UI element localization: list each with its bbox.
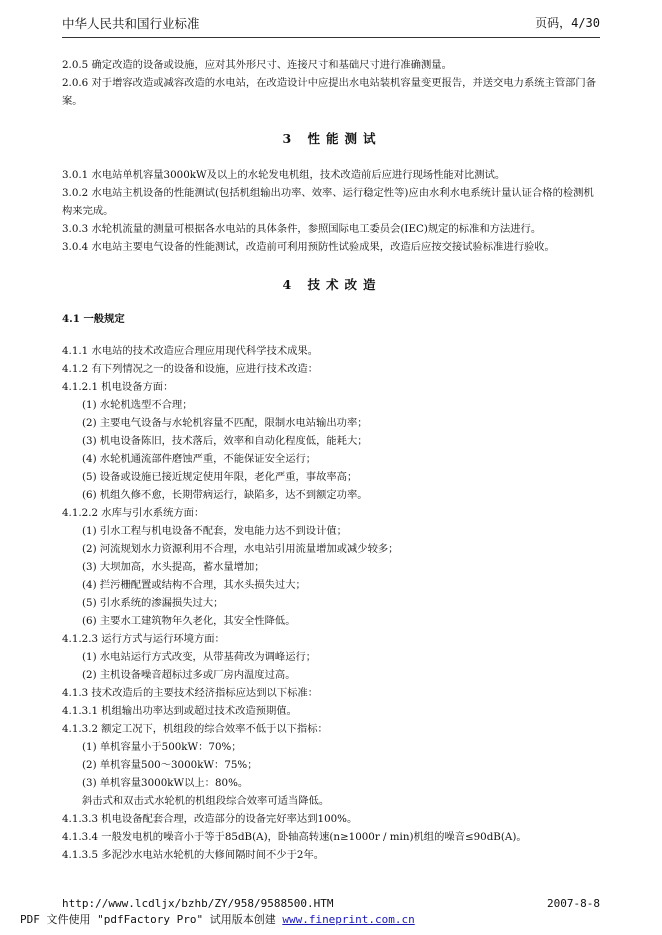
pdf-notice bbox=[20, 911, 415, 927]
list-item: (4) 水轮机通流部件磨蚀严重，不能保证安全运行； bbox=[82, 453, 317, 465]
list-item: (2) 主要电气设备与水轮机容量不匹配，限制水电站输出功率； bbox=[82, 417, 368, 429]
list-item: 4.1.2.3 运行方式与运行环境方面： bbox=[62, 633, 225, 645]
page-header bbox=[62, 14, 600, 34]
page-number: 页码，4/30 bbox=[535, 16, 600, 30]
list-item: 斜击式和双击式水轮机的机组段综合效率可适当降低。 bbox=[82, 795, 330, 807]
list-item: (5) 引水系统的渗漏损失过大； bbox=[82, 597, 224, 609]
section-3-heading: 3 性能测试 bbox=[282, 131, 382, 146]
list-item: 4.1.3.4 一般发电机的噪音小于等于85dB(A)，卧轴高转速(n≥1000r / min)机组的噪音≤90dB(A)。 bbox=[62, 831, 527, 843]
list-item: 4.1.2.2 水库与引水系统方面： bbox=[62, 507, 205, 519]
list-item: 4.1.2 有下列情况之一的设备和设施，应进行技术改造： bbox=[62, 363, 319, 375]
section-4-heading: 4 技术改造 bbox=[282, 277, 382, 292]
clause-3-0-3: 3.0.3 水轮机流量的测量可根据各水电站的具体条件，参照国际电工委员会(IEC)规定的标准和方法进行。 bbox=[62, 223, 542, 235]
clause-2-0-5: 2.0.5 确定改造的设备或设施，应对其外形尺寸、连接尺寸和基础尺寸进行准确测量。 bbox=[62, 59, 452, 71]
list-item: 4.1.2.1 机电设备方面： bbox=[62, 381, 174, 393]
pdf-notice-link[interactable]: www.fineprint.com.cn bbox=[282, 913, 415, 926]
clause-2-0-6: 2.0.6 对于增容改造或减容改造的水电站，在改造设计中应提出水电站装机容量变更报告，并送交电力系统主管部门备案。 bbox=[62, 77, 597, 107]
subsection-4-1-heading: 4.1 一般规定 bbox=[62, 313, 125, 325]
list-item: 4.1.3.5 多泥沙水电站水轮机的大修间隔时间不少于2年。 bbox=[62, 849, 325, 861]
list-item: (2) 河流规划水力资源利用不合理，水电站引用流量增加或减少较多； bbox=[82, 543, 399, 555]
list-item: 4.1.3.3 机电设备配套合理，改造部分的设备完好率达到100%。 bbox=[62, 813, 358, 825]
list-item: (1) 单机容量小于500kW：70%； bbox=[82, 741, 242, 753]
section-4-clauses bbox=[62, 342, 602, 864]
document-body bbox=[62, 56, 602, 864]
header-title: 中华人民共和国行业标准 bbox=[62, 16, 200, 31]
list-item: (3) 单机容量3000kW以上：80%。 bbox=[82, 777, 249, 789]
header-divider bbox=[62, 37, 600, 38]
clause-3-0-2: 3.0.2 水电站主机设备的性能测试(包括机组输出功率、效率、运行稳定性等)应由水利水电系统计量认证合格的检测机构来完成。 bbox=[62, 187, 594, 217]
list-item: (3) 大坝加高，水头提高，蓄水量增加； bbox=[82, 561, 265, 573]
pdf-notice-text: PDF 文件使用 "pdfFactory Pro" 试用版本创建 bbox=[20, 913, 276, 926]
list-item: (5) 设备或设施已接近规定使用年限，老化严重，事故率高； bbox=[82, 471, 358, 483]
clause-3-0-4: 3.0.4 水电站主要电气设备的性能测试，改造前可利用预防性试验成果，改造后应按交接试验标准进行验收。 bbox=[62, 241, 555, 253]
print-date: 2007-8-8 bbox=[547, 897, 600, 910]
list-item: (4) 拦污栅配置或结构不合理，其水头损失过大； bbox=[82, 579, 306, 591]
list-item: (6) 主要水工建筑物年久老化，其安全性降低。 bbox=[82, 615, 296, 627]
list-item: (2) 主机设备噪音超标过多或厂房内温度过高。 bbox=[82, 669, 296, 681]
list-item: (1) 水轮机选型不合理； bbox=[82, 399, 193, 411]
list-item: 4.1.3.2 额定工况下，机组段的综合效率不低于以下指标： bbox=[62, 723, 328, 735]
list-item: (3) 机电设备陈旧，技术落后，效率和自动化程度低，能耗大； bbox=[82, 435, 368, 447]
list-item: (1) 引水工程与机电设备不配套，发电能力达不到设计值； bbox=[82, 525, 347, 537]
list-item: 4.1.3.1 机组输出功率达到或超过技术改造预期值。 bbox=[62, 705, 297, 717]
list-item: 4.1.3 技术改造后的主要技术经济指标应达到以下标准： bbox=[62, 687, 319, 699]
clause-3-0-1: 3.0.1 水电站单机容量3000kW及以上的水轮发电机组，技术改造前后应进行现场性能对比测试。 bbox=[62, 169, 506, 181]
list-item: (2) 单机容量500～3000kW：75%； bbox=[82, 759, 258, 771]
list-item: 4.1.1 水电站的技术改造应合理应用现代科学技术成果。 bbox=[62, 345, 319, 357]
list-item: (1) 水电站运行方式改变，从带基荷改为调峰运行； bbox=[82, 651, 317, 663]
source-url: http://www.lcdljx/bzhb/ZY/958/9588500.HTM bbox=[62, 897, 334, 910]
list-item: (6) 机组久修不愈，长期带病运行，缺陷多，达不到额定功率。 bbox=[82, 489, 368, 501]
